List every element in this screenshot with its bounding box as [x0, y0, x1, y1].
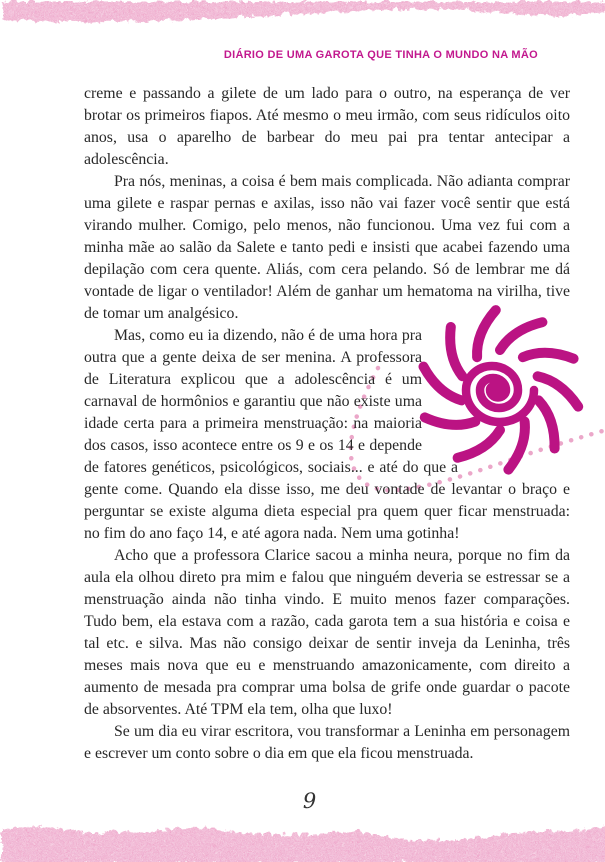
body-text — [84, 83, 570, 765]
paragraph — [84, 171, 570, 325]
paragraph-text: Mas, como eu ia dizendo, não é de uma hora pra outra que a gente deixa de ser menina. A professora de Literatura explicou que a adolescência é um carnaval de hormônios e garantiu que não existe uma idade certa para a primeira menstruação: na maioria dos casos, isso acontece entre os 9 e os 14 e depende de fatores genéticos, psicológicos, sociais... e até do que a gente come. Quando ela disse isso, me deu vontade de levantar o braço e perguntar se existe alguma dieta especial pra quem quer ficar menstruada: no fim do ano faço 14, e até agora nada. Nem uma gotinha! — [84, 327, 570, 542]
sun-text-wrap-spacer — [422, 325, 570, 457]
paragraph — [84, 83, 570, 171]
paragraph — [84, 545, 570, 721]
paragraph — [84, 325, 570, 545]
paragraph-text: Acho que a professora Clarice sacou a minha neura, porque no fim da aula ela olhou direto pra mim e falou que ninguém deveria se estressar se a menstruação ainda não tinha vindo. E muito menos fazer comparações. Tudo bem, ela estava com a razão, cada garota tem a sua história e coisa e tal etc. e silva. Mas não consigo deixar de sentir inveja da Leninha, três meses mais nova que eu e menstruando amazonicamente, com direito a aumento de mesada pra comprar uma bolsa de grife onde guardar o pacote de absorventes. Até TPM ela tem, olha que luxo! — [84, 547, 570, 718]
torn-band-top — [0, 0, 605, 28]
sun-text-wrap-spacer — [458, 457, 570, 479]
running-header: DIÁRIO DE UMA GAROTA QUE TINHA O MUNDO NA MÃO — [223, 49, 538, 61]
paragraph-text: Se um dia eu virar escritora, vou transformar a Leninha em personagem e escrever um conto sobre o dia em que ela ficou menstruada. — [84, 723, 570, 762]
paragraph-text: creme e passando a gilete de um lado para o outro, na esperança de ver brotar os primeiros fiapos. Até mesmo o meu irmão, com seus ridículos oito anos, usa o aparelho de barbear do meu pai pra tentar antecipar a adolescência. — [84, 85, 570, 168]
torn-band-bottom — [0, 818, 605, 862]
paragraph — [84, 721, 570, 765]
page-number: 9 — [302, 789, 317, 813]
paragraph-text: Pra nós, meninas, a coisa é bem mais complicada. Não adianta comprar uma gilete e raspar pernas e axilas, isso não vai fazer você sentir que está virando mulher. Comigo, pelo menos, não funcionou. Uma vez fui com a minha mãe ao salão da Salete e tanto pedi e insisti que acabei fazendo uma depilação com cera quente. Aliás, com cera pelando. Só de lembrar me dá vontade de ligar o ventilador! Além de ganhar um hematoma na virilha, tive de tomar um analgésico. — [84, 173, 570, 322]
